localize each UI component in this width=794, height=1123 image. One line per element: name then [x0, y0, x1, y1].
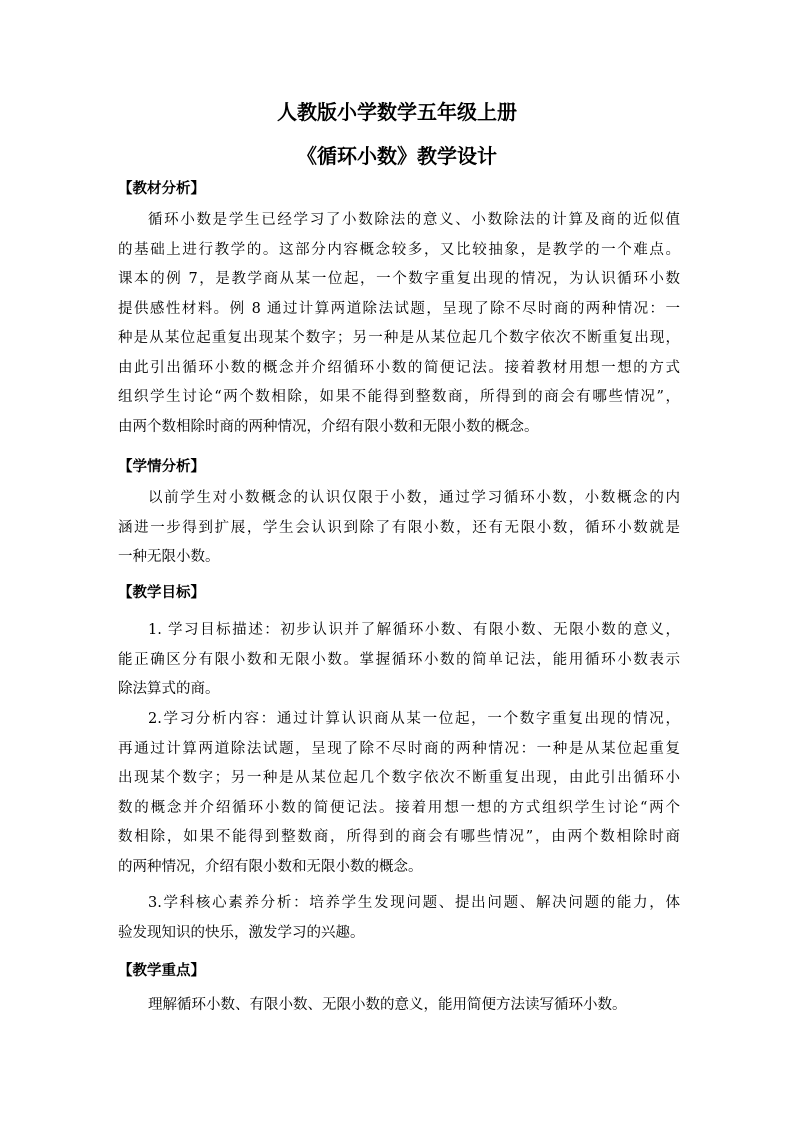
document-subtitle: 《循环小数》教学设计: [297, 144, 497, 168]
section-heading-textbook-analysis: 【教材分析】: [118, 181, 205, 197]
text-line: 的基础上进行教学的。这部分内容概念较多，又比较抽象，是教学的一个难点。: [118, 241, 680, 258]
section-heading-teaching-objectives: 【教学目标】: [118, 585, 205, 601]
text-line: 能正确区分有限小数和无限小数。掌握循环小数的简单记法，能用循环小数表示: [118, 651, 680, 668]
text-line: 理解循环小数、有限小数、无限小数的意义，能用简便方法读写循环小数。: [148, 997, 627, 1013]
text-line: 提供感性材料。例 8 通过计算两道除法试题，呈现了除不尽时商的两种情况：一: [118, 300, 680, 317]
paragraph-teaching-focus: [118, 991, 680, 1021]
text-line: 循环小数是学生已经学习了小数除法的意义、小数除法的计算及商的近似值: [148, 212, 680, 228]
paragraph-objective-2: [118, 705, 680, 882]
text-line: 由两个数相除时商的两种情况，介绍有限小数和无限小数的概念。: [118, 418, 539, 435]
text-line: 2.学习分析内容：通过计算认识商从某一位起，一个数字重复出现的情况，: [148, 711, 680, 727]
text-line: 验发现知识的快乐，激发学习的兴趣。: [118, 924, 365, 941]
text-line: 组织学生讨论“两个数相除，如果不能得到整数商，所得到的商会有哪些情况”，: [118, 389, 680, 405]
text-line: 以前学生对小数概念的认识仅限于小数，通过学习循环小数，小数概念的内: [148, 490, 680, 506]
text-line: 出现某个数字；另一种是从某位起几个数字依次不断重复出现，由此引出循环小: [118, 770, 680, 786]
text-line: 课本的例 7，是教学商从某一位起，一个数字重复出现的情况，为认识循环小数: [118, 271, 680, 287]
text-line: 3.学科核心素养分析：培养学生发现问题、提出问题、解决问题的能力，体: [148, 895, 680, 911]
document-title: 人教版小学数学五年级上册: [277, 100, 517, 124]
text-line: 种是从某位起重复出现某个数字；另一种是从某位起几个数字依次不断重复出现，: [118, 330, 680, 346]
section-heading-teaching-focus: 【教学重点】: [118, 963, 205, 979]
paragraph-learner-analysis: [118, 484, 680, 573]
text-line: 除法算式的商。: [118, 681, 220, 697]
paragraph-objective-3: [118, 889, 680, 948]
text-line: 一种无限小数。: [118, 549, 220, 565]
text-line: 数相除，如果不能得到整数商，所得到的商会有哪些情况”，由两个数相除时商: [118, 829, 680, 845]
text-line: 涵进一步得到扩展，学生会认识到除了有限小数，还有无限小数，循环小数就是: [118, 519, 680, 536]
text-line: 由此引出循环小数的概念并介绍循环小数的简便记法。接着教材用想一想的方式: [118, 359, 680, 376]
section-heading-learner-analysis: 【学情分析】: [118, 459, 205, 475]
text-line: 1. 学习目标描述：初步认识并了解循环小数、有限小数、无限小数的意义，: [148, 622, 680, 638]
text-line: 的两种情况，介绍有限小数和无限小数的概念。: [118, 858, 423, 875]
paragraph-objective-1: [118, 616, 680, 705]
paragraph-textbook-analysis: [118, 206, 680, 442]
text-line: 再通过计算两道除法试题，呈现了除不尽时商的两种情况：一种是从某位起重复: [118, 740, 680, 757]
text-line: 数的概念并介绍循环小数的简便记法。接着用想一想的方式组织学生讨论“两个: [118, 799, 680, 816]
